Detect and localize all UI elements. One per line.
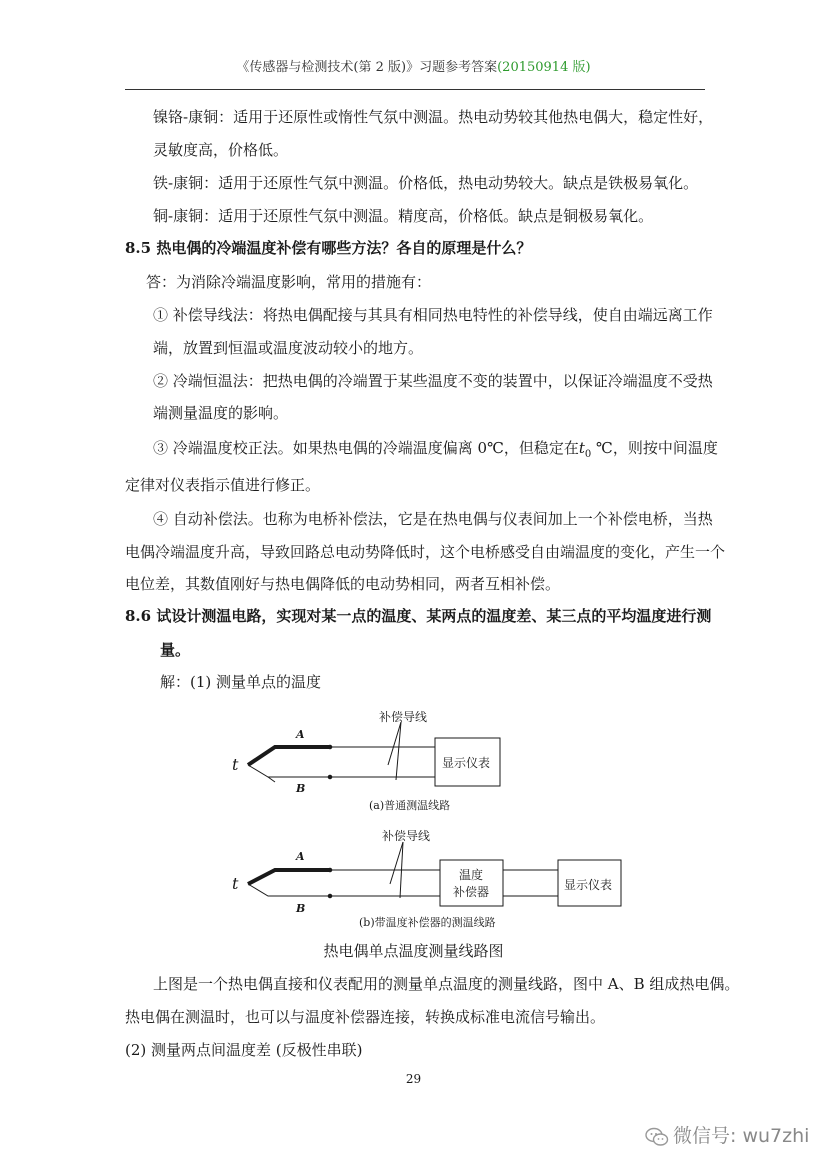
label-a: A <box>296 728 305 741</box>
text-line: 铜-康铜：适用于还原性气氛中测温。精度高，价格低。缺点是铜极易氧化。 <box>153 207 654 225</box>
text-line: 铁-康铜：适用于还原性气氛中测温。价格低，热电动势较大。缺点是铁极易氧化。 <box>153 174 699 192</box>
text-line: 上图是一个热电偶直接和仪表配用的测量单点温度的测量线路，图中 A、B 组成热电偶。 <box>153 975 740 993</box>
wire-a-thick <box>248 870 330 884</box>
question-8-6: 8.6 试设计测温电路，实现对某一点的温度、某两点的温度差、某三点的平均温度进行测 <box>125 607 712 625</box>
wire-b <box>248 765 330 777</box>
label-b: B <box>296 902 306 915</box>
caption-b: (b)带温度补偿器的测温线路 <box>359 916 496 929</box>
watermark <box>645 1121 809 1148</box>
label-a: A <box>296 850 305 863</box>
text-span: ③ 冷端温度校正法。如果热电偶的冷端温度偏离 0℃，但稳定在 <box>153 439 579 457</box>
wire-b <box>248 884 330 896</box>
label-t: t <box>232 755 239 774</box>
question-8-5: 8.5 热电偶的冷端温度补偿有哪些方法？各自的原理是什么？ <box>125 239 532 257</box>
text-line: 端测量温度的影响。 <box>153 404 289 422</box>
compensator-label-1: 温度 <box>459 868 484 882</box>
var-sub: 0 <box>584 449 592 460</box>
section-2-heading: (2) 测量两点间温度差 (反极性串联) <box>125 1041 363 1059</box>
text-line: ② 冷端恒温法：把热电偶的冷端置于某些温度不变的装置中，以保证冷端温度不受热 <box>153 372 713 390</box>
caption-a: (a)普通测温线路 <box>369 799 451 812</box>
junction-a <box>328 745 332 749</box>
wire-b-tail <box>268 777 275 782</box>
text-line: ① 补偿导线法：将热电偶配接与其具有相同热电特性的补偿导线，使自由端远离工作 <box>153 306 713 324</box>
comp-wire-label: 补偿导线 <box>379 710 428 724</box>
watermark-text: 微信号: wu7zhi <box>673 1125 810 1147</box>
page-number: 29 <box>405 1072 422 1086</box>
header-title: 《传感器与检测技术(第 2 版)》习题参考答案 <box>236 60 498 75</box>
figure-title: 热电偶单点温度测量线路图 <box>323 942 504 960</box>
junction-b <box>328 894 332 898</box>
text-line: 电偶冷端温度升高，导致回路总电动势降低时，这个电桥感受自由端温度的变化，产生一个 <box>125 543 726 561</box>
display-label: 显示仪表 <box>564 878 613 892</box>
junction-b <box>328 775 332 779</box>
label-t: t <box>232 874 239 893</box>
text-line: 答：为消除冷端温度影响，常用的措施有： <box>146 273 432 291</box>
text-line: 电位差，其数值刚好与热电偶降低的电动势相同，两者互相补偿。 <box>125 575 561 593</box>
header-version: (20150914 版) <box>497 60 591 75</box>
text-line: 镍铬-康铜：适用于还原性或惰性气氛中测温。热电动势较其他热电偶大，稳定性好， <box>153 108 714 126</box>
wire-a-thick <box>248 747 330 765</box>
text-line: ④ 自动补偿法。也称为电桥补偿法，它是在热电偶与仪表间加上一个补偿电桥，当热 <box>153 510 713 528</box>
text-line: 端，放置到恒温或温度波动较小的地方。 <box>153 339 424 357</box>
junction-a <box>328 868 332 872</box>
wechat-icon <box>645 1126 669 1148</box>
text-line: 灵敏度高，价格低。 <box>153 141 289 159</box>
text-line: 定律对仪表指示值进行修正。 <box>125 476 321 494</box>
var-t: t <box>578 439 585 457</box>
question-8-6-cont: 量。 <box>160 641 191 659</box>
text-span: ℃，则按中间温度 <box>591 439 718 457</box>
compensator-label-2: 补偿器 <box>453 885 490 899</box>
text-line: 热电偶在测温时，也可以与温度补偿器连接，转换成标准电流信号输出。 <box>125 1008 606 1026</box>
solution-heading: 解：(1) 测量单点的温度 <box>160 673 322 691</box>
comp-wire-label: 补偿导线 <box>382 829 431 843</box>
display-label: 显示仪表 <box>442 756 491 770</box>
label-b: B <box>296 782 306 795</box>
